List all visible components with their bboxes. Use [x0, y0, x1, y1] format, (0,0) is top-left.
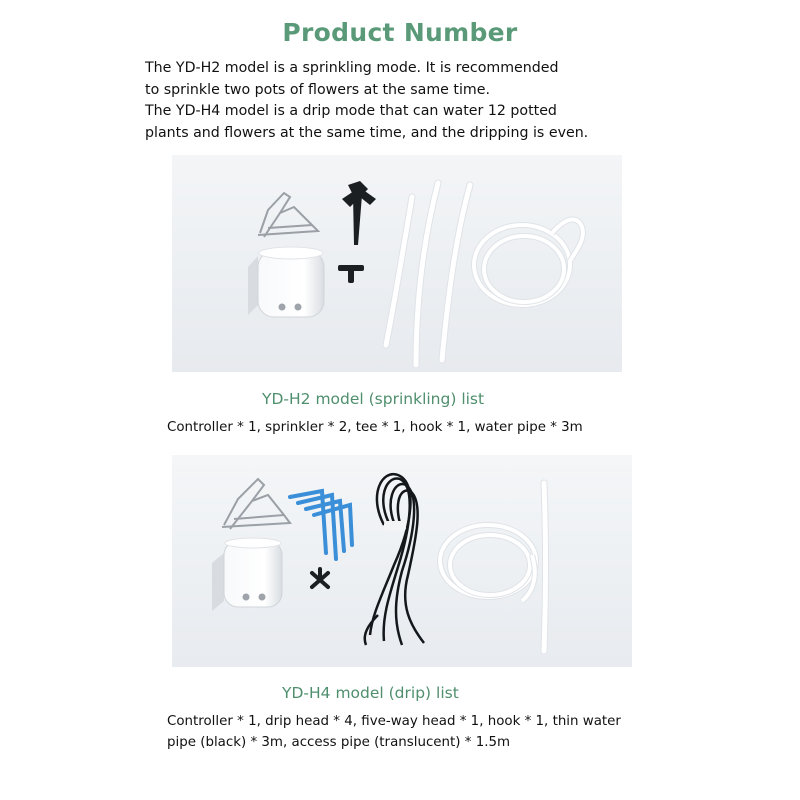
- intro-line: The YD-H2 model is a sprinkling mode. It is recommended: [145, 60, 559, 76]
- intro-line: to sprinkle two pots of flowers at the same time.: [145, 81, 490, 98]
- straight-pipe-icon: [544, 483, 546, 651]
- yd-h4-contents: [167, 711, 621, 753]
- yd-h4-kit-photo: [172, 455, 632, 667]
- hook-icon: [258, 193, 318, 237]
- page-title: Product Number: [282, 18, 518, 47]
- yd-h4-caption: YD-H4 model (drip) list: [282, 684, 459, 702]
- coiled-pipe-icon: [474, 219, 583, 305]
- controller-icon: [212, 538, 282, 611]
- contents-line: pipe (black) * 3m, access pipe (translucent) * 1.5m: [167, 735, 511, 750]
- tee-icon: [338, 265, 364, 283]
- controller-icon: [248, 247, 324, 317]
- pipe-tie-icon: [384, 521, 406, 531]
- yd-h2-kit-photo: [172, 155, 622, 372]
- hook-icon: [222, 479, 290, 529]
- sprinkler-icon: [342, 181, 376, 245]
- intro-paragraph: [145, 58, 705, 144]
- contents-line: Controller * 1, sprinkler * 2, tee * 1, hook * 1, water pipe * 3m: [167, 420, 583, 435]
- yd-h2-contents: [167, 417, 583, 438]
- black-pipe-icon: [365, 474, 424, 645]
- yd-h2-caption: YD-H2 model (sprinkling) list: [262, 390, 485, 408]
- contents-line: Controller * 1, drip head * 4, five-way head * 1, hook * 1, thin water: [167, 714, 621, 729]
- access-pipe-icon: [440, 525, 536, 601]
- water-pipe-icon: [386, 183, 470, 365]
- intro-line: plants and flowers at the same time, and the dripping is even.: [145, 124, 589, 141]
- intro-line: The YD-H4 model is a drip mode that can water 12 potted: [145, 103, 557, 119]
- five-way-head-icon: [312, 569, 328, 587]
- drip-head-icon: [290, 491, 352, 559]
